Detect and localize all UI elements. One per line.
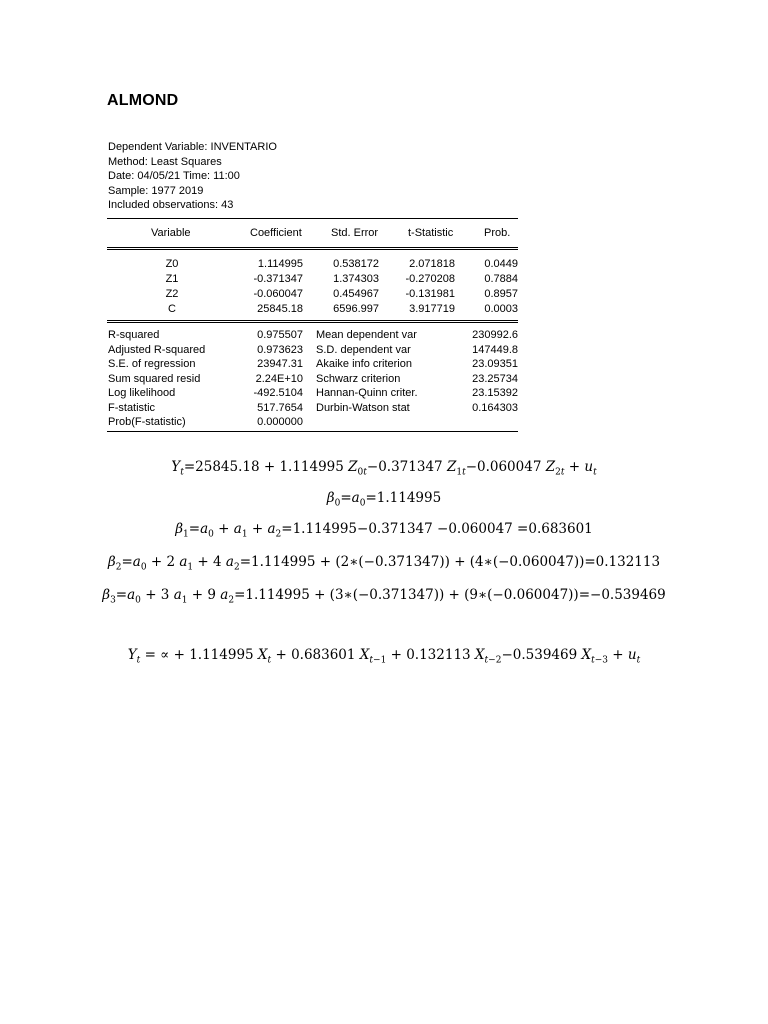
meta-sample: Sample: 1977 2019 xyxy=(108,184,204,197)
coefficient-rows xyxy=(107,258,518,320)
stats-row xyxy=(107,344,518,359)
stat-label-left: Prob(F-statistic) xyxy=(108,416,186,428)
cell-prob: 0.8957 xyxy=(484,288,518,300)
equation-beta-3: $\beta_3=a_0 + 3$ $a_1 + 9$ $a_2=1.114995$ + (3∗(−0.371347)) + (9∗(−0.060047))=−0.539469 xyxy=(102,587,666,606)
cell-variable: Z1 xyxy=(165,273,179,285)
cell-t-statistic: -0.270208 xyxy=(405,273,455,285)
stat-value-left: 0.975507 xyxy=(257,329,303,341)
stat-label-left: R-squared xyxy=(108,329,160,341)
regression-metadata xyxy=(108,140,277,213)
stats-row xyxy=(107,416,518,431)
regression-table xyxy=(107,218,518,432)
meta-date-time: Date: 04/05/21 Time: 11:00 xyxy=(108,170,240,182)
stat-label-left: F-statistic xyxy=(108,401,156,414)
stat-value-left: 23947.31 xyxy=(257,358,303,370)
cell-coefficient: -0.371347 xyxy=(253,273,303,285)
header-rule xyxy=(107,247,518,250)
header-coefficient: Coefficient xyxy=(250,227,302,239)
equation-beta-0: $\beta_0=a_0=1.114995$ xyxy=(326,490,442,509)
stat-label-right: Durbin-Watson stat xyxy=(316,401,410,414)
cell-std-error: 0.454967 xyxy=(333,288,379,300)
cell-coefficient: 1.114995 xyxy=(257,258,303,270)
stat-value-left: 0.973623 xyxy=(257,343,303,356)
stat-label-right: Mean dependent var xyxy=(316,329,417,341)
stat-value-right: 23.09351 xyxy=(472,358,518,370)
cell-variable: Z2 xyxy=(165,288,179,300)
stat-value-right: 0.164303 xyxy=(472,401,518,414)
header-variable: Variable xyxy=(151,227,191,239)
stat-label-left: Adjusted R-squared xyxy=(108,343,206,356)
equation-model-z: $Y_t=25845.18 + 1.114995$ $Z_{0t}-0.371347$ $Z_{1t}-0.060047$ $Z_{2t} + u_t$ xyxy=(171,459,597,478)
meta-method: Method: Least Squares xyxy=(108,155,222,168)
meta-observations: Included observations: 43 xyxy=(108,199,234,211)
cell-coefficient: 25845.18 xyxy=(257,303,303,315)
cell-std-error: 1.374303 xyxy=(333,273,379,285)
cell-t-statistic: 2.071818 xyxy=(409,258,455,270)
stats-row xyxy=(107,402,518,417)
equation-model-x: $Y_t$ = ∝ + 1.114995 $X_t + 0.683601$ $X_{t-1} + 0.132113$ $X_{t-2}-0.539469$ $X_{t-3} + u_t$ xyxy=(127,647,641,666)
cell-coefficient: -0.060047 xyxy=(253,288,303,300)
cell-t-statistic: 3.917719 xyxy=(409,303,455,315)
stat-value-left: -492.5104 xyxy=(253,387,303,399)
summary-statistics xyxy=(107,329,518,431)
meta-dependent-variable: Dependent Variable: INVENTARIO xyxy=(108,141,277,153)
cell-std-error: 6596.997 xyxy=(333,303,379,315)
header-prob: Prob. xyxy=(484,227,511,239)
stats-row xyxy=(107,329,518,344)
stats-row xyxy=(107,358,518,373)
stat-label-left: Sum squared resid xyxy=(108,372,201,385)
cell-variable: Z0 xyxy=(165,258,179,270)
stat-value-left: 517.7654 xyxy=(257,401,303,414)
cell-std-error: 0.538172 xyxy=(333,258,379,270)
stat-label-right: Akaike info criterion xyxy=(316,358,412,370)
cell-prob: 0.0003 xyxy=(484,303,518,315)
table-row xyxy=(107,303,518,318)
stat-value-right: 230992.6 xyxy=(472,329,518,341)
stat-label-left: S.E. of regression xyxy=(108,358,196,370)
stats-rule xyxy=(107,320,518,323)
page-title: ALMOND xyxy=(107,92,179,109)
stat-value-left: 0.000000 xyxy=(257,416,303,428)
table-bottom-rule xyxy=(107,431,518,432)
header-std-error: Std. Error xyxy=(331,227,379,239)
header-t-statistic: t-Statistic xyxy=(408,227,454,239)
cell-t-statistic: -0.131981 xyxy=(405,288,455,300)
stats-row xyxy=(107,373,518,388)
table-row xyxy=(107,258,518,273)
stat-label-right: Schwarz criterion xyxy=(316,372,401,385)
stat-value-right: 23.25734 xyxy=(472,372,518,385)
table-row xyxy=(107,288,518,303)
stats-row xyxy=(107,387,518,402)
stat-label-right: S.D. dependent var xyxy=(316,343,411,356)
table-row xyxy=(107,273,518,288)
stat-value-right: 23.15392 xyxy=(472,387,518,399)
stat-value-right: 147449.8 xyxy=(472,343,518,356)
cell-variable: C xyxy=(168,303,176,315)
equation-beta-2: $\beta_2=a_0 + 2$ $a_1 + 4$ $a_2=1.114995$ + (2∗(−0.371347)) + (4∗(−0.060047))=0.132113 xyxy=(107,554,661,573)
stat-label-left: Log likelihood xyxy=(108,387,176,399)
stat-label-right: Hannan-Quinn criter. xyxy=(316,387,418,399)
cell-prob: 0.0449 xyxy=(484,258,518,270)
stat-value-left: 2.24E+10 xyxy=(255,372,303,385)
table-header-row xyxy=(107,219,518,247)
equation-beta-1: $\beta_1=a_0 + a_1 + a_2=1.114995-0.371347 -0.060047 =0.683601$ xyxy=(175,521,593,540)
cell-prob: 0.7884 xyxy=(484,273,518,285)
